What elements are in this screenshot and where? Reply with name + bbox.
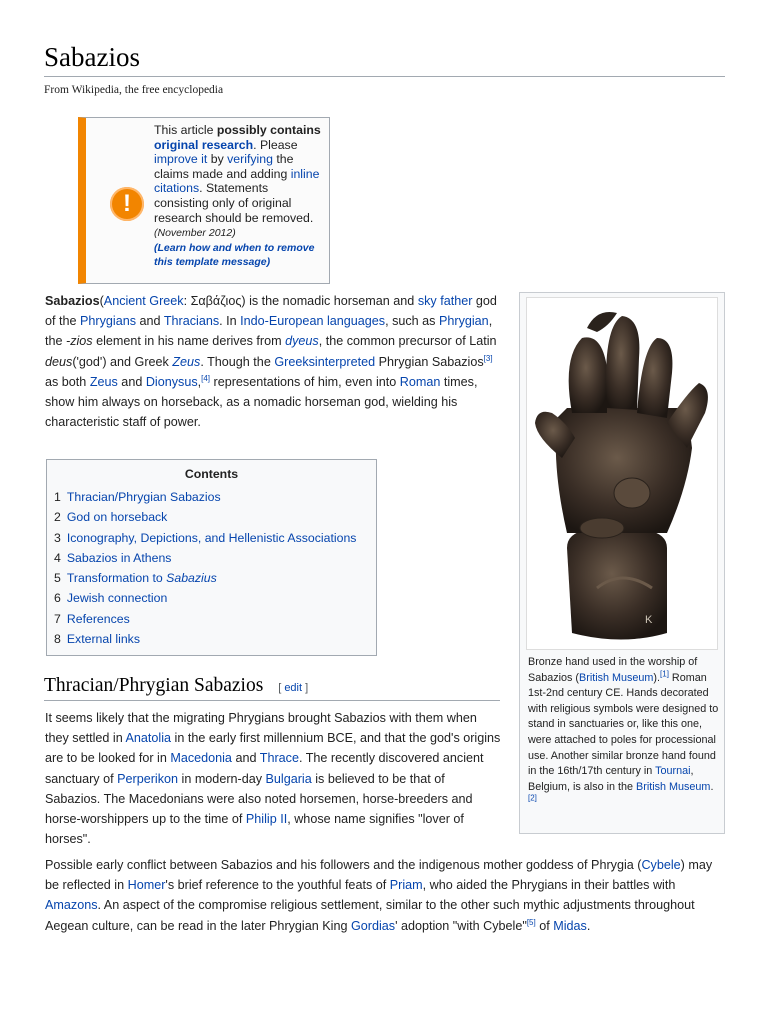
wiki-link[interactable]: Phrygians [80,314,137,329]
wiki-link[interactable]: Macedonia [170,751,232,766]
original-research-notice [78,117,330,284]
wiki-link[interactable]: (Learn how and when to remove this template message) [154,241,315,269]
wiki-link[interactable]: Amazons [45,898,98,913]
wiki-link[interactable]: Phrygian [438,314,489,329]
table-of-contents [46,459,377,656]
toc-item-number: 2 [54,510,61,525]
toc-item-number: 4 [54,550,61,565]
bronze-hand-image[interactable] [526,297,718,650]
intro-paragraph: Sabazios(Ancient Greek: Σαβάζιος) is the nomadic horseman and sky father god of the Phrygians and Thracians. In Indo-European languages, such as Phrygian, the -zios element in his name derives from dyeus, the common precursor of Latin deus('god') and Greek Zeus. Though the Greeksinterpreted Phrygian Sabazios[3] as both Zeus and Dionysus,[4] representations of him, even into Roman times, show him always on horseback, as a nomadic horseman god, wielding his characteristic staff of power. [45,294,497,430]
wiki-link[interactable]: Homer [127,878,166,893]
section-paragraph: It seems likely that the migrating Phrygians brought Sabazios with them when they settled in Anatolia in the early first millennium BCE, and that the god's origins are to be looked for in Macedonia and Thrace. The recently discovered ancient sanctuary of Perperikon in modern-day Bulgaria is believed to be that of Sabazios. The Macedonians were also noted horsemen, horse-breeders and horse-worshippers up to the time of Philip II, whose name signifies "lover of horses". [45,711,501,847]
toc-item-number: 1 [54,490,61,504]
wiki-link[interactable]: Cybele [641,858,681,872]
wiki-link[interactable]: British Museum [579,671,654,684]
toc-heading: Contents [184,467,239,481]
wiki-link[interactable]: verifying [227,152,273,167]
wiki-link[interactable]: Bulgaria [265,771,312,786]
toc-item[interactable] [54,629,376,649]
wiki-link[interactable]: [3] [483,353,493,363]
toc-item[interactable] [54,487,376,507]
wiki-link[interactable]: Zeus [89,374,118,389]
toc-item-link[interactable]: Iconography, Depictions, and Hellenistic Associations [66,530,357,545]
toc-item[interactable] [54,548,376,568]
wiki-link[interactable]: [2] [528,793,537,803]
toc-item-link[interactable]: References [66,611,130,626]
wiki-link[interactable]: improve it [154,152,208,167]
toc-item-number: 7 [54,611,61,626]
image-thumbnail [519,292,725,834]
toc-item-number: 6 [54,591,61,606]
wiki-link[interactable]: Thracians [163,314,220,329]
toc-item[interactable] [54,528,376,548]
wiki-link[interactable]: sky father [417,294,473,308]
wiki-link[interactable]: Priam [389,878,423,893]
wiki-link[interactable]: Midas [553,918,587,933]
wiki-link[interactable]: Anatolia [125,731,172,746]
wiki-link[interactable]: original research [154,137,254,152]
notice-text: This article possibly contains original research. Please improve it by verifying the claims made and adding inline citations. Statements consisting only of original research should be removed. (November 2012) (Learn how and when to remove this template message) [154,123,321,269]
toc-list [47,487,376,649]
wiki-link[interactable]: [1] [660,669,669,678]
exclamation-icon: ! [110,187,144,221]
toc-item[interactable] [54,588,376,608]
toc-item-link[interactable]: Jewish connection [66,591,168,606]
toc-item[interactable] [54,609,376,629]
wiki-link[interactable]: Zeus [172,354,201,369]
toc-item-link[interactable]: Transformation to Sabazius [66,571,217,586]
image-letter: K [645,614,653,626]
toc-item[interactable] [54,568,376,588]
toc-item-number: 3 [54,530,61,545]
wiki-link[interactable]: Philip II [245,812,288,827]
page-title: Sabazios [44,40,725,77]
wiki-link[interactable]: Roman [399,374,441,389]
wiki-link[interactable]: dyeus [285,334,319,349]
wiki-link[interactable]: Dionysus [145,374,198,389]
wiki-link[interactable]: [5] [526,917,536,927]
section-title: Thracian/Phrygian Sabazios [44,675,264,696]
section-paragraph-2: Possible early conflict between Sabazios and his followers and the indigenous mother goddess of Phrygia (Cybele) may be reflected in Homer's brief reference to the youthful feats of Priam, who aided the Phrygians in their battles with Amazons. An aspect of the compromise religious settlement, similar to the other such mythic adjustments throughout Aegean culture, can be read in the later Phrygian King Gordias' adoption "with Cybele"[5] of Midas. [45,858,713,933]
toc-item-link[interactable]: External links [66,632,140,647]
wiki-link[interactable]: Ancient Greek [103,294,184,308]
wiki-link[interactable]: Gordias [350,918,396,933]
toc-item[interactable] [54,507,376,527]
page-subtitle: From Wikipedia, the free encyclopedia [44,84,224,96]
wiki-link[interactable]: Perperikon [117,771,179,786]
wiki-link[interactable]: Greeksinterpreted [274,354,376,369]
bronze-hand-illustration [527,298,717,649]
wiki-link[interactable]: Thrace [259,751,299,766]
image-caption: Bronze hand used in the worship of Sabazios (British Museum).[1] Roman 1st-2nd century CE. Hands decorated with religious symbols were designed to stand in sanctuaries or, like this one, were attached to poles for processional use. Another similar bronze hand found in the 16th/17th century in Tournai, Belgium, is also in the British Museum.[2] [528,656,719,803]
edit-link[interactable]: [ edit ] [278,682,309,694]
wiki-link[interactable]: Tournai [655,765,691,778]
toc-item-number: 8 [54,632,61,647]
wiki-link[interactable]: inline citations [154,166,320,196]
wiki-link[interactable]: Indo-European languages [240,314,386,329]
wiki-link[interactable]: [4] [201,373,211,383]
toc-item-link[interactable]: Sabazios in Athens [66,550,172,565]
toc-item-number: 5 [54,571,61,586]
toc-item-link[interactable]: God on horseback [66,510,168,525]
edit-link-label[interactable]: edit [284,682,303,694]
toc-item-link[interactable]: Thracian/Phrygian Sabazios [66,490,221,504]
wiki-link[interactable]: British Museum [636,780,711,793]
section-heading [44,675,500,701]
